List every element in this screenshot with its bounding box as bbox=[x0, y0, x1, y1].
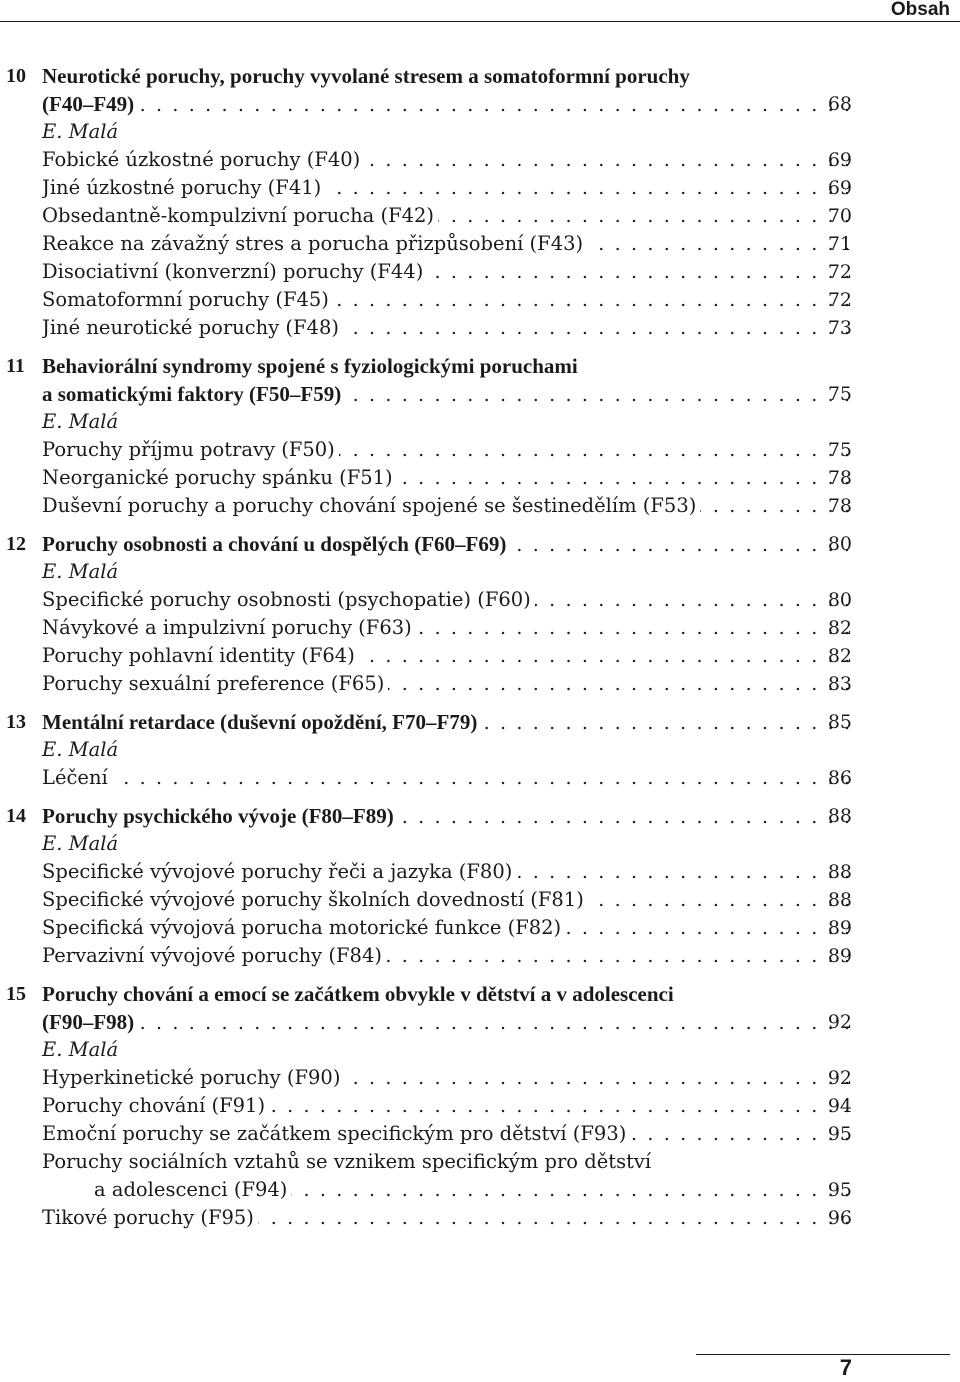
chapter-10 bbox=[0, 62, 960, 342]
running-header: Obsah bbox=[890, 0, 950, 20]
dot-leader bbox=[269, 1092, 850, 1120]
toc-entry-page-number: 83 bbox=[827, 673, 852, 695]
toc-entry-leader bbox=[42, 492, 850, 520]
toc-entry-row[interactable] bbox=[0, 492, 960, 520]
toc-entry-title: Poruchy příjmu potravy (F50) bbox=[42, 438, 335, 461]
chapter-page-number: 80 bbox=[827, 533, 852, 555]
chapter-15 bbox=[0, 980, 960, 1232]
chapter-title-row[interactable] bbox=[0, 380, 960, 408]
toc-entry-row[interactable] bbox=[0, 1148, 960, 1176]
dot-leader bbox=[344, 1064, 850, 1092]
toc-entry-page-number: 96 bbox=[827, 1207, 852, 1229]
chapter-title-row[interactable] bbox=[0, 62, 960, 90]
chapter-author-row bbox=[0, 1036, 960, 1064]
chapter-title-leader bbox=[42, 1008, 850, 1037]
dot-leader bbox=[333, 286, 850, 314]
toc-entry-row[interactable] bbox=[0, 1064, 960, 1092]
toc-entry-row[interactable] bbox=[0, 886, 960, 914]
toc-entry-leader bbox=[42, 858, 850, 886]
toc-entry-page-number: 69 bbox=[827, 149, 852, 171]
chapter-author: E. Malá bbox=[42, 738, 119, 761]
chapter-title-row[interactable] bbox=[0, 90, 960, 118]
toc-entry-row[interactable] bbox=[0, 174, 960, 202]
dot-leader bbox=[325, 174, 850, 202]
toc-entry-title: Specifické vývojové poruchy řeči a jazyka (F80) bbox=[42, 860, 513, 883]
toc-entry-leader bbox=[42, 202, 850, 230]
toc-entry-page-number: 72 bbox=[827, 261, 852, 283]
toc-entry-leader bbox=[42, 464, 850, 492]
toc-entry-page-number: 78 bbox=[827, 467, 852, 489]
dot-leader bbox=[258, 1204, 850, 1232]
toc-entry-page-number: 95 bbox=[827, 1179, 852, 1201]
toc-entry-leader bbox=[42, 614, 850, 642]
chapter-number: 15 bbox=[6, 983, 26, 1005]
toc-entry-leader bbox=[94, 1176, 850, 1204]
chapter-title-row[interactable] bbox=[0, 352, 960, 380]
toc-entry-row[interactable] bbox=[0, 1120, 960, 1148]
toc-entry-leader bbox=[42, 942, 850, 970]
toc-entry-row[interactable] bbox=[0, 614, 960, 642]
toc-entry-title: Tikové poruchy (F95) bbox=[42, 1206, 254, 1229]
dot-leader bbox=[630, 1120, 850, 1148]
toc-entry-row[interactable] bbox=[0, 202, 960, 230]
dot-leader bbox=[587, 230, 850, 258]
toc-entry-page-number: 82 bbox=[827, 617, 852, 639]
header-rule bbox=[0, 21, 960, 22]
chapter-11 bbox=[0, 352, 960, 520]
chapter-title-row[interactable] bbox=[0, 1008, 960, 1036]
toc-entry-page-number: 78 bbox=[827, 495, 852, 517]
toc-entry-row[interactable] bbox=[0, 586, 960, 614]
toc-entry-title: Neorganické poruchy spánku (F51) bbox=[42, 466, 393, 489]
toc-entry-leader bbox=[42, 670, 850, 698]
toc-entry-row[interactable] bbox=[0, 230, 960, 258]
toc-entry-leader bbox=[42, 436, 850, 464]
toc-entry-leader bbox=[42, 1120, 850, 1148]
chapter-title: (F40–F49) bbox=[42, 92, 135, 116]
toc-entry-page-number: 69 bbox=[827, 177, 852, 199]
toc-entry-title: Jiné neurotické poruchy (F48) bbox=[42, 316, 339, 339]
chapter-title-leader bbox=[42, 802, 850, 831]
footer-rule bbox=[696, 1354, 950, 1355]
toc-entry-leader bbox=[42, 146, 850, 174]
toc-entry-title: Poruchy pohlavní identity (F64) bbox=[42, 644, 355, 667]
dot-leader bbox=[438, 202, 850, 230]
toc-entry-row[interactable] bbox=[0, 314, 960, 342]
toc-entry-page-number: 70 bbox=[827, 205, 852, 227]
chapter-author: E. Malá bbox=[42, 410, 119, 433]
chapter-title-row[interactable] bbox=[0, 530, 960, 558]
toc-entry-row[interactable] bbox=[0, 1204, 960, 1232]
toc-entry-page-number: 82 bbox=[827, 645, 852, 667]
chapter-number: 13 bbox=[6, 711, 26, 733]
chapter-author: E. Malá bbox=[42, 120, 119, 143]
toc-entry-title: Obsedantně-kompulzivní porucha (F42) bbox=[42, 204, 435, 227]
toc-entry-page-number: 89 bbox=[827, 945, 852, 967]
dot-leader bbox=[588, 886, 850, 914]
toc-entry-title: Poruchy sociálních vztahů se vznikem specifickým pro dětství bbox=[42, 1150, 652, 1173]
chapter-title: Poruchy osobnosti a chování u dospělých (F60–F69) bbox=[42, 532, 507, 556]
toc-entry-leader bbox=[42, 764, 850, 792]
chapter-author-row bbox=[0, 558, 960, 586]
toc-entry-page-number: 72 bbox=[827, 289, 852, 311]
chapter-author: E. Malá bbox=[42, 1038, 119, 1061]
dot-leader bbox=[343, 314, 850, 342]
toc-entry-leader bbox=[42, 174, 850, 202]
chapter-number: 10 bbox=[6, 65, 26, 87]
toc-entry-title: Hyperkinetické poruchy (F90) bbox=[42, 1066, 341, 1089]
chapter-13 bbox=[0, 708, 960, 792]
toc-entry-page-number: 88 bbox=[827, 889, 852, 911]
chapter-page-number: 85 bbox=[827, 711, 852, 733]
toc-entry-page-number: 75 bbox=[827, 439, 852, 461]
toc-entry-row[interactable] bbox=[0, 914, 960, 942]
toc-entry-page-number: 71 bbox=[827, 233, 852, 255]
chapter-12 bbox=[0, 530, 960, 698]
chapter-page-number: 92 bbox=[827, 1011, 852, 1033]
chapter-author: E. Malá bbox=[42, 832, 119, 855]
toc-entry-title: Specifické poruchy osobnosti (psychopatie) (F60) bbox=[42, 588, 531, 611]
chapter-title-row[interactable] bbox=[0, 802, 960, 830]
toc-entry-leader bbox=[42, 314, 850, 342]
dot-leader bbox=[427, 258, 850, 286]
chapter-author-row bbox=[0, 830, 960, 858]
chapter-author: E. Malá bbox=[42, 560, 119, 583]
chapter-title-leader bbox=[42, 90, 850, 119]
toc-entry-row[interactable] bbox=[0, 286, 960, 314]
chapter-title: Poruchy psychického vývoje (F80–F89) bbox=[42, 804, 394, 828]
toc-entry-row[interactable] bbox=[0, 764, 960, 792]
toc-entry-leader bbox=[42, 258, 850, 286]
dot-leader bbox=[138, 91, 850, 119]
dot-leader bbox=[386, 942, 850, 970]
chapter-title: Neurotické poruchy, poruchy vyvolané stresem a somatoformní poruchy bbox=[42, 64, 690, 88]
chapter-title-row[interactable] bbox=[0, 980, 960, 1008]
toc-entry-title: Fobické úzkostné poruchy (F40) bbox=[42, 148, 361, 171]
toc-entry-title: Léčení bbox=[42, 766, 108, 789]
toc-entry-row[interactable] bbox=[0, 464, 960, 492]
chapter-title-leader bbox=[42, 708, 850, 737]
dot-leader bbox=[510, 531, 850, 559]
chapter-title-row[interactable] bbox=[0, 708, 960, 736]
toc-entry-page-number: 95 bbox=[827, 1123, 852, 1145]
dot-leader bbox=[345, 381, 850, 409]
toc-entry-leader bbox=[42, 1092, 850, 1120]
page-number: 7 bbox=[839, 1355, 852, 1380]
chapter-author-row bbox=[0, 118, 960, 146]
dot-leader bbox=[397, 464, 850, 492]
toc-entry-leader bbox=[42, 286, 850, 314]
toc-entry-title: Poruchy sexuální preference (F65) bbox=[42, 672, 385, 695]
toc-entry-row[interactable] bbox=[0, 942, 960, 970]
dot-leader bbox=[388, 670, 850, 698]
chapter-14 bbox=[0, 802, 960, 970]
chapter-title-leader bbox=[42, 380, 850, 409]
dot-leader bbox=[565, 914, 850, 942]
toc-entry-page-number: 80 bbox=[827, 589, 852, 611]
chapter-title-leader bbox=[42, 530, 850, 559]
toc-entry-row[interactable] bbox=[0, 258, 960, 286]
toc-entry-row[interactable] bbox=[0, 642, 960, 670]
toc-entry-leader bbox=[42, 886, 850, 914]
toc-entry-row[interactable] bbox=[0, 146, 960, 174]
toc-entry-title: Disociativní (konverzní) poruchy (F44) bbox=[42, 260, 424, 283]
toc-entry-page-number: 89 bbox=[827, 917, 852, 939]
dot-leader bbox=[359, 642, 850, 670]
toc-entry-page-number: 88 bbox=[827, 861, 852, 883]
chapter-title: Poruchy chování a emocí se začátkem obvykle v dětství a v adolescenci bbox=[42, 982, 674, 1006]
dot-leader bbox=[339, 436, 850, 464]
toc-entry-row[interactable] bbox=[0, 1176, 960, 1204]
toc-entry-leader bbox=[42, 642, 850, 670]
chapter-number: 12 bbox=[6, 533, 26, 555]
toc-entry-title: a adolescenci (F94) bbox=[94, 1178, 288, 1201]
toc-entry-row[interactable] bbox=[0, 858, 960, 886]
toc-entry-leader bbox=[42, 586, 850, 614]
toc-entry-title: Návykové a impulzivní poruchy (F63) bbox=[42, 616, 412, 639]
chapter-title: a somatickými faktory (F50–F59) bbox=[42, 382, 342, 406]
chapter-title: Mentální retardace (duševní opoždění, F70–F79) bbox=[42, 710, 478, 734]
toc-entry-leader bbox=[42, 914, 850, 942]
table-of-contents bbox=[0, 62, 960, 1242]
toc-entry-title: Duševní poruchy a poruchy chování spojené se šestinedělím (F53) bbox=[42, 494, 697, 517]
chapter-author-row bbox=[0, 736, 960, 764]
chapter-author-row bbox=[0, 408, 960, 436]
chapter-number: 14 bbox=[6, 805, 26, 827]
toc-entry-row[interactable] bbox=[0, 1092, 960, 1120]
toc-entry-title: Jiné úzkostné poruchy (F41) bbox=[42, 176, 322, 199]
chapter-page-number: 88 bbox=[827, 805, 852, 827]
toc-entry-leader bbox=[42, 1064, 850, 1092]
toc-entry-page-number: 73 bbox=[827, 317, 852, 339]
dot-leader bbox=[516, 858, 850, 886]
dot-leader bbox=[364, 146, 850, 174]
chapter-title: (F90–F98) bbox=[42, 1010, 135, 1034]
toc-entry-row[interactable] bbox=[0, 670, 960, 698]
chapter-title: Behaviorální syndromy spojené s fyziologickými poruchami bbox=[42, 354, 578, 378]
dot-leader bbox=[481, 709, 850, 737]
toc-entry-row[interactable] bbox=[0, 436, 960, 464]
chapter-number: 11 bbox=[6, 355, 25, 377]
toc-entry-leader bbox=[42, 230, 850, 258]
toc-entry-title: Reakce na závažný stres a porucha přizpůsobení (F43) bbox=[42, 232, 584, 255]
toc-entry-page-number: 92 bbox=[827, 1067, 852, 1089]
dot-leader bbox=[398, 803, 850, 831]
dot-leader bbox=[138, 1009, 850, 1037]
dot-leader bbox=[416, 614, 850, 642]
toc-entry-page-number: 94 bbox=[827, 1095, 852, 1117]
toc-entry-title: Somatoformní poruchy (F45) bbox=[42, 288, 329, 311]
toc-entry-title: Specifická vývojová porucha motorické funkce (F82) bbox=[42, 916, 562, 939]
dot-leader bbox=[291, 1176, 850, 1204]
dot-leader bbox=[535, 586, 850, 614]
toc-entry-title: Pervazivní vývojové poruchy (F84) bbox=[42, 944, 382, 967]
toc-entry-leader bbox=[42, 1204, 850, 1232]
toc-entry-page-number: 86 bbox=[827, 767, 852, 789]
chapter-page-number: 68 bbox=[827, 93, 852, 115]
toc-entry-title: Emoční poruchy se začátkem specifickým pro dětství (F93) bbox=[42, 1122, 627, 1145]
toc-entry-title: Poruchy chování (F91) bbox=[42, 1094, 266, 1117]
chapter-page-number: 75 bbox=[827, 383, 852, 405]
dot-leader bbox=[112, 764, 850, 792]
toc-entry-title: Specifické vývojové poruchy školních dovedností (F81) bbox=[42, 888, 584, 911]
